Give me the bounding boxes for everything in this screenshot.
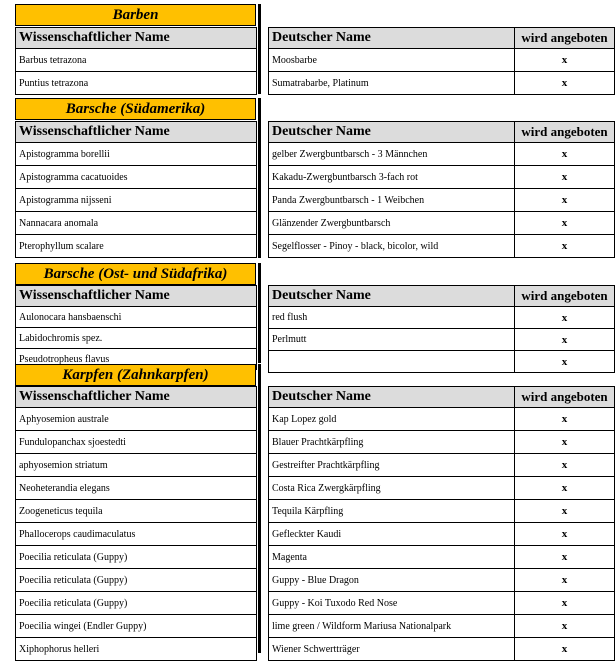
table-row [269, 500, 615, 523]
table-row [16, 431, 257, 454]
table-row [16, 212, 257, 235]
offered-mark: x [515, 166, 615, 189]
common-name-header: Deutscher Name [269, 122, 515, 143]
scientific-name-table [15, 27, 257, 95]
common-name-cell: Tequila Kärpfling [269, 500, 515, 523]
offered-mark: x [515, 477, 615, 500]
table-row [269, 351, 615, 373]
common-name-table [268, 285, 615, 373]
scientific-name-header: Wissenschaftlicher Name [16, 122, 257, 143]
scientific-name-cell: Apistogramma borellii [16, 143, 257, 166]
offered-mark: x [515, 592, 615, 615]
scientific-name-cell: Nannacara anomala [16, 212, 257, 235]
table-row [16, 523, 257, 546]
offered-header: wird angeboten [515, 28, 615, 49]
common-name-cell: Segelflosser - Pinoy - black, bicolor, wild [269, 235, 515, 258]
table-row [269, 72, 615, 95]
common-name-table [268, 121, 615, 258]
table-row [16, 477, 257, 500]
table-row [269, 431, 615, 454]
common-name-cell: Glänzender Zwergbuntbarsch [269, 212, 515, 235]
scientific-name-header: Wissenschaftlicher Name [16, 286, 257, 307]
column-divider [258, 4, 261, 94]
common-name-cell: Magenta [269, 546, 515, 569]
common-name-cell: gelber Zwergbuntbarsch - 3 Männchen [269, 143, 515, 166]
scientific-name-cell: Labidochromis spez. [16, 328, 257, 349]
scientific-name-cell: Poecilia wingei (Endler Guppy) [16, 615, 257, 638]
category-title: Barsche (Südamerika) [15, 98, 256, 120]
offered-mark: x [515, 431, 615, 454]
scientific-name-cell: Apistogramma cacatuoides [16, 166, 257, 189]
scientific-name-cell: Neoheterandia elegans [16, 477, 257, 500]
scientific-name-cell: Pseudotropheus flavus [16, 349, 257, 370]
common-name-cell: Panda Zwergbuntbarsch - 1 Weibchen [269, 189, 515, 212]
table-row [16, 166, 257, 189]
table-row [16, 615, 257, 638]
offered-mark: x [515, 49, 615, 72]
offered-mark: x [515, 329, 615, 351]
offered-mark: x [515, 235, 615, 258]
scientific-name-header: Wissenschaftlicher Name [16, 28, 257, 49]
column-divider [258, 263, 261, 363]
scientific-name-cell: Fundulopanchax sjoestedti [16, 431, 257, 454]
scientific-name-cell: Puntius tetrazona [16, 72, 257, 95]
scientific-name-cell: Zoogeneticus tequila [16, 500, 257, 523]
table-row [269, 307, 615, 329]
common-name-cell: Kakadu-Zwergbuntbarsch 3-fach rot [269, 166, 515, 189]
table-row [269, 569, 615, 592]
scientific-name-cell: Poecilia reticulata (Guppy) [16, 592, 257, 615]
table-row [16, 569, 257, 592]
table-row [16, 592, 257, 615]
offered-mark: x [515, 454, 615, 477]
scientific-name-cell: Apistogramma nijsseni [16, 189, 257, 212]
category-title: Barsche (Ost- und Südafrika) [15, 263, 256, 285]
scientific-name-table [15, 121, 257, 258]
table-row [269, 143, 615, 166]
table-row [269, 189, 615, 212]
scientific-name-header: Wissenschaftlicher Name [16, 387, 257, 408]
common-name-cell [269, 351, 515, 373]
table-row [269, 592, 615, 615]
table-row [16, 408, 257, 431]
offered-header: wird angeboten [515, 286, 615, 307]
table-row [16, 143, 257, 166]
table-row [16, 500, 257, 523]
common-name-cell: Gestreifter Prachtkärpfling [269, 454, 515, 477]
table-row [269, 615, 615, 638]
offered-header: wird angeboten [515, 122, 615, 143]
table-row [269, 329, 615, 351]
scientific-name-cell: Poecilia reticulata (Guppy) [16, 569, 257, 592]
table-row [269, 408, 615, 431]
offered-mark: x [515, 408, 615, 431]
common-name-table [268, 386, 615, 661]
scientific-name-cell: Aulonocara hansbaenschi [16, 307, 257, 328]
common-name-cell: Guppy - Koi Tuxodo Red Nose [269, 592, 515, 615]
scientific-name-cell: Phallocerops caudimaculatus [16, 523, 257, 546]
common-name-cell: red flush [269, 307, 515, 329]
common-name-cell: Costa Rica Zwergkärpfling [269, 477, 515, 500]
offered-mark: x [515, 615, 615, 638]
scientific-name-table [15, 285, 257, 370]
table-row [16, 235, 257, 258]
offered-mark: x [515, 546, 615, 569]
table-row [269, 638, 615, 661]
offered-mark: x [515, 307, 615, 329]
common-name-header: Deutscher Name [269, 28, 515, 49]
offered-header: wird angeboten [515, 387, 615, 408]
table-row [16, 638, 257, 661]
offered-mark: x [515, 143, 615, 166]
common-name-cell: Kap Lopez gold [269, 408, 515, 431]
scientific-name-cell: aphyosemion striatum [16, 454, 257, 477]
offered-mark: x [515, 500, 615, 523]
scientific-name-cell: Barbus tetrazona [16, 49, 257, 72]
scientific-name-table [15, 386, 257, 661]
column-divider [258, 98, 261, 258]
common-name-header: Deutscher Name [269, 286, 515, 307]
table-row [16, 49, 257, 72]
offered-mark: x [515, 72, 615, 95]
scientific-name-cell: Aphyosemion australe [16, 408, 257, 431]
table-row [16, 328, 257, 349]
table-row [16, 72, 257, 95]
offered-mark: x [515, 189, 615, 212]
offered-mark: x [515, 523, 615, 546]
table-row [269, 477, 615, 500]
column-divider [258, 364, 261, 653]
scientific-name-cell: Xiphophorus helleri [16, 638, 257, 661]
table-row [16, 454, 257, 477]
table-row [16, 189, 257, 212]
table-row [269, 454, 615, 477]
table-row [269, 166, 615, 189]
scientific-name-cell: Pterophyllum scalare [16, 235, 257, 258]
category-title: Karpfen (Zahnkarpfen) [15, 364, 256, 386]
common-name-cell: Moosbarbe [269, 49, 515, 72]
table-row [269, 212, 615, 235]
common-name-header: Deutscher Name [269, 387, 515, 408]
scientific-name-cell: Poecilia reticulata (Guppy) [16, 546, 257, 569]
common-name-cell: Wiener Schwertträger [269, 638, 515, 661]
table-row [269, 49, 615, 72]
table-row [16, 546, 257, 569]
common-name-cell: Blauer Prachtkärpfling [269, 431, 515, 454]
offered-mark: x [515, 351, 615, 373]
offered-mark: x [515, 569, 615, 592]
category-title: Barben [15, 4, 256, 26]
common-name-cell: Gefleckter Kaudi [269, 523, 515, 546]
table-row [269, 235, 615, 258]
table-row [16, 307, 257, 328]
common-name-cell: Guppy - Blue Dragon [269, 569, 515, 592]
common-name-table [268, 27, 615, 95]
table-row [269, 546, 615, 569]
common-name-cell: Sumatrabarbe, Platinum [269, 72, 515, 95]
offered-mark: x [515, 212, 615, 235]
table-row [269, 523, 615, 546]
common-name-cell: lime green / Wildform Mariusa Nationalpark [269, 615, 515, 638]
offered-mark: x [515, 638, 615, 661]
common-name-cell: Perlmutt [269, 329, 515, 351]
